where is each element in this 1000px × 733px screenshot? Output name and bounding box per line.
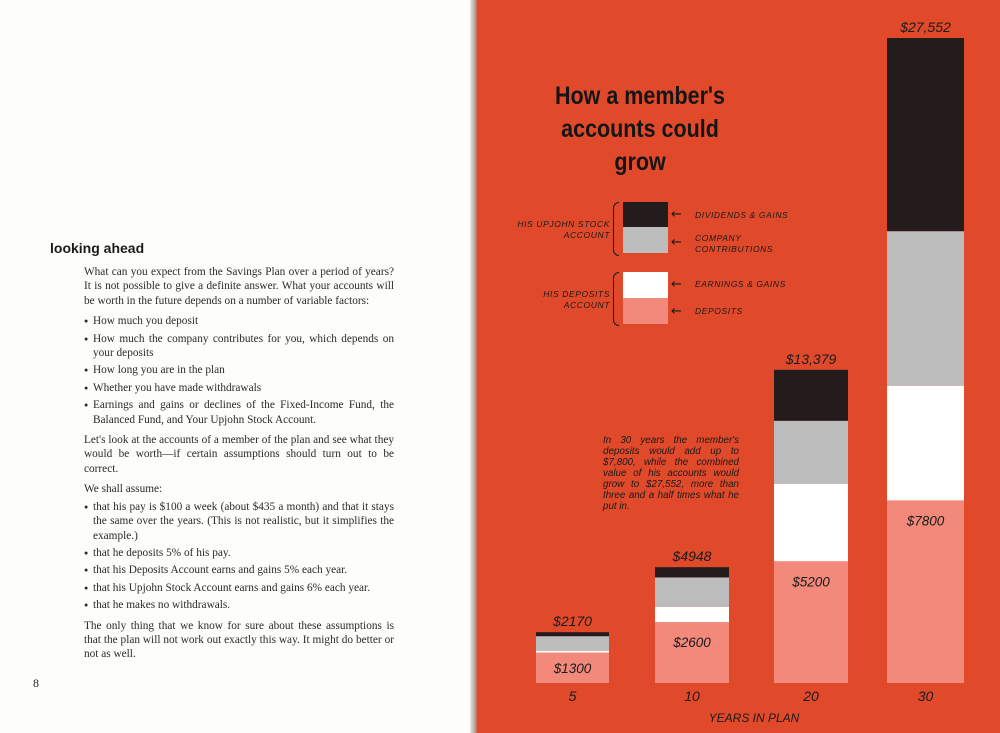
arrow-left-icon: ← xyxy=(671,235,682,250)
legend-swatch-company xyxy=(623,227,668,253)
paragraph-2: Let's look at the accounts of a member of the plan and see what they would be worth—if certain assumptions should turn out to be correct. xyxy=(84,434,394,475)
legend-group-deposits: HIS DEPOSITS ACCOUNT xyxy=(543,289,610,310)
x-tick-label: 20 xyxy=(803,688,819,704)
bar-segment-deposits xyxy=(655,622,729,683)
list-item: ● that his Deposits Account earns and gains 5% each year. xyxy=(84,563,394,577)
list-item: ● How long you are in the plan xyxy=(84,363,394,377)
summary-note: In 30 years the member's deposits would add up to $7,800, while the combined value of his accounts would grow to $27,552, more than three and a half times what he put in. xyxy=(603,435,739,512)
bar-total-label: $13,379 xyxy=(785,350,837,367)
chart-title: How a member's accounts could grow xyxy=(554,82,726,176)
arrow-left-icon: ← xyxy=(671,304,682,319)
bar-segment-earnings xyxy=(887,386,964,501)
bar-segment-earnings xyxy=(536,651,609,653)
legend-label-dividends: DIVIDENDS & GAINS xyxy=(695,210,789,220)
assume-intro: We shall assume: xyxy=(84,483,163,496)
intro-paragraph: What can you expect from the Savings Plan over a period of years? It is not possible to give a definite answer. What your accounts will be worth in the future depends on a number of variable factors: xyxy=(84,266,394,307)
deposit-value-label: $5200 xyxy=(792,574,830,590)
bar-segment-dividends xyxy=(887,38,964,231)
legend-label-earnings: EARNINGS & GAINS xyxy=(695,279,786,289)
x-axis-label: YEARS IN PLAN xyxy=(708,711,800,725)
list-item: ● that his pay is $100 a week (about $435 a month) and that it stays the same over the years. (This is not realistic, but it simplifies the example.) xyxy=(84,500,394,543)
legend-swatch-dividends xyxy=(623,202,668,227)
legend-swatch-earnings xyxy=(623,272,668,298)
bar-total-label: $27,552 xyxy=(900,19,951,35)
list-item: ● that he makes no withdrawals. xyxy=(84,598,394,612)
legend-brace-stock xyxy=(613,202,619,256)
deposit-value-label: $2600 xyxy=(673,635,711,651)
page-gutter xyxy=(470,0,478,733)
bar-segment-earnings xyxy=(655,607,729,622)
x-tick-label: 10 xyxy=(684,688,700,704)
legend-brace-deposits xyxy=(613,272,619,326)
closing-paragraph: The only thing that we know for sure about these assumptions is that the plan will not work out exactly this way. It might do better or not as well. xyxy=(84,619,394,661)
x-tick-label: 5 xyxy=(568,688,577,704)
arrow-left-icon: ← xyxy=(671,277,682,292)
deposit-value-label: $7800 xyxy=(906,513,945,529)
list-item: ● that he deposits 5% of his pay. xyxy=(84,546,394,560)
bar-segment-company xyxy=(887,231,964,386)
bar-segment-earnings xyxy=(774,484,848,561)
bar-total-label: $4948 xyxy=(672,548,712,565)
bar-segment-dividends xyxy=(774,370,848,421)
bar-segment-company xyxy=(774,421,848,484)
section-heading: looking ahead xyxy=(50,240,145,256)
assumptions-list xyxy=(84,500,394,613)
legend-group-stock: HIS UPJOHN STOCK ACCOUNT xyxy=(517,219,610,240)
list-item: ● that his Upjohn Stock Account earns and gains 6% each year. xyxy=(84,581,394,595)
legend-swatch-deposits xyxy=(623,298,668,324)
bar-segment-dividends xyxy=(655,567,729,577)
body-text xyxy=(84,265,394,668)
legend-label-deposits: DEPOSITS xyxy=(695,306,743,316)
bar-segment-dividends xyxy=(536,632,609,636)
list-item: ● Earnings and gains or declines of the Fixed-Income Fund, the Balanced Fund, and Your Upjohn Stock Account. xyxy=(84,398,394,427)
page-number: 8 xyxy=(33,676,39,690)
bar-segment-company xyxy=(655,577,729,606)
arrow-left-icon: ← xyxy=(671,207,682,222)
list-item: ● How much the company contributes for you, which depends on your deposits xyxy=(84,332,394,361)
factors-list xyxy=(84,314,394,427)
x-tick-label: 30 xyxy=(917,688,934,704)
bar-total-label: $2170 xyxy=(553,613,592,630)
list-item: ● How much you deposit xyxy=(84,314,394,328)
bar-segment-company xyxy=(536,636,609,651)
list-item: ● Whether you have made withdrawals xyxy=(84,381,394,395)
deposit-value-label: $1300 xyxy=(553,660,592,676)
legend-label-company: COMPANY CONTRIBUTIONS xyxy=(695,233,774,254)
